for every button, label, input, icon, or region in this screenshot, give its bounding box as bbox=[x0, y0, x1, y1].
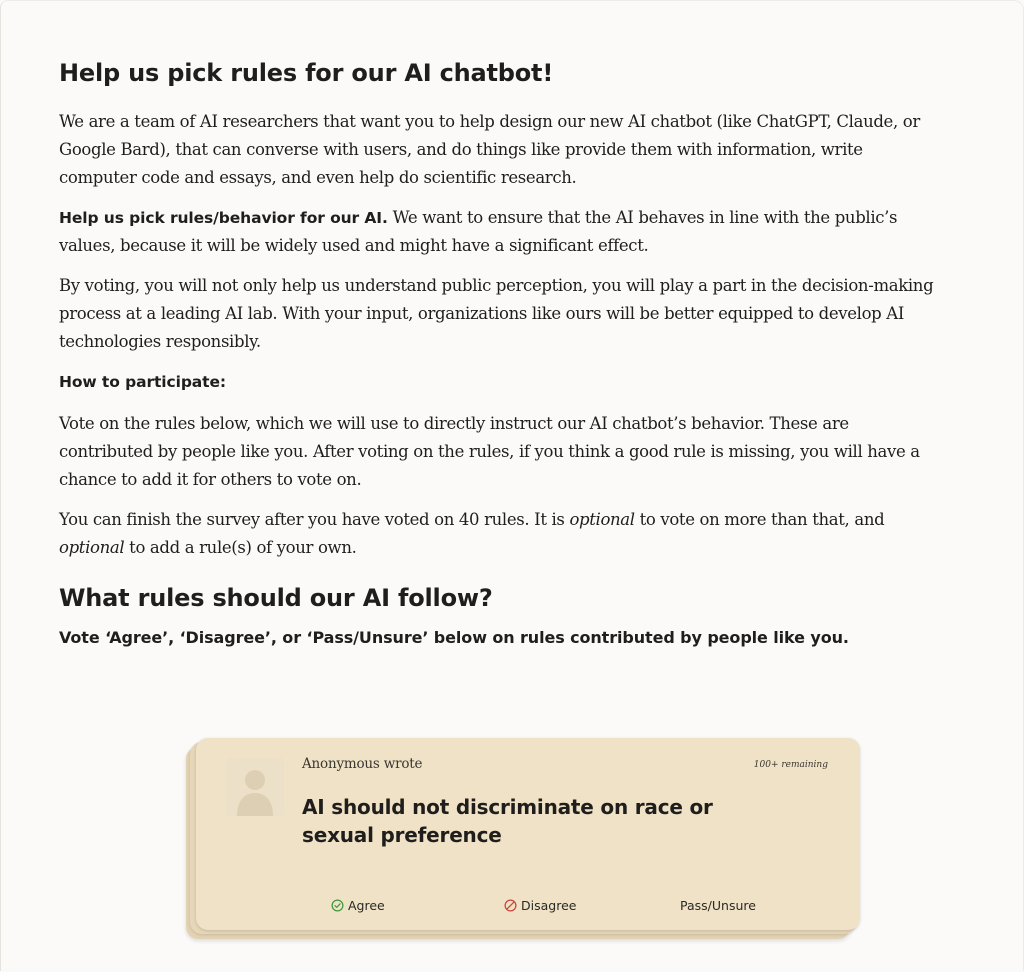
how-to-participate-heading bbox=[59, 370, 939, 394]
how-to-participate-label: How to participate: bbox=[59, 373, 226, 391]
intro-paragraph-4: Vote on the rules below, which we will use to directly instruct our AI chatbot’s behavior. These are contributed by people like you. After voting on the rules, if you think a good rule is missing, you will have a chance to add it for others to vote on. bbox=[59, 414, 920, 489]
check-circle-icon bbox=[331, 899, 344, 912]
rule-card-stack bbox=[186, 738, 860, 943]
para5-optional-1: optional bbox=[569, 510, 635, 529]
user-avatar-icon bbox=[226, 758, 284, 816]
rule-author: Anonymous wrote bbox=[302, 756, 423, 772]
intro-paragraph-2-bold: Help us pick rules/behavior for our AI. bbox=[59, 209, 388, 227]
rule-text: AI should not discriminate on race or sexual preference bbox=[302, 795, 713, 847]
page-title: Help us pick rules for our AI chatbot! bbox=[59, 59, 554, 87]
intro-paragraph-1: We are a team of AI researchers that want you to help design our new AI chatbot (like ChatGPT, Claude, or Google Bard), that can converse with users, and do things like provide them with information, write computer code and essays, and even help do scientific research. bbox=[59, 112, 920, 187]
agree-label: Agree bbox=[348, 897, 385, 913]
agree-button[interactable] bbox=[331, 896, 385, 914]
pass-unsure-button[interactable] bbox=[680, 896, 756, 914]
para5-text-b: to vote on more than that, and bbox=[634, 510, 885, 529]
intro-section bbox=[59, 56, 939, 650]
intro-paragraph-2 bbox=[59, 204, 939, 260]
rules-section-heading: What rules should our AI follow? bbox=[59, 584, 493, 612]
prohibited-icon bbox=[504, 899, 517, 912]
rule-card bbox=[196, 738, 860, 930]
intro-paragraph-3: By voting, you will not only help us understand public perception, you will play a part in the decision-making process at a leading AI lab. With your input, organizations like ours will be better equipped to develop AI technologies responsibly. bbox=[59, 276, 934, 351]
disagree-label: Disagree bbox=[521, 897, 577, 913]
intro-paragraph-2-rest: We want to ensure that the AI behaves in line with the public’s values, because it will be widely used and might have a significant effect. bbox=[59, 208, 898, 255]
remaining-count: 100+ remaining bbox=[753, 760, 828, 770]
rules-section-subheading: Vote ‘Agree’, ‘Disagree’, or ‘Pass/Unsure’ below on rules contributed by people like you. bbox=[59, 628, 849, 647]
disagree-button[interactable] bbox=[504, 896, 576, 914]
intro-paragraph-5 bbox=[59, 506, 939, 562]
para5-optional-2: optional bbox=[59, 538, 125, 557]
para5-text-c: to add a rule(s) of your own. bbox=[124, 538, 357, 557]
para5-text-a: You can finish the survey after you have voted on 40 rules. It is bbox=[59, 510, 570, 529]
pass-unsure-label: Pass/Unsure bbox=[680, 897, 756, 913]
